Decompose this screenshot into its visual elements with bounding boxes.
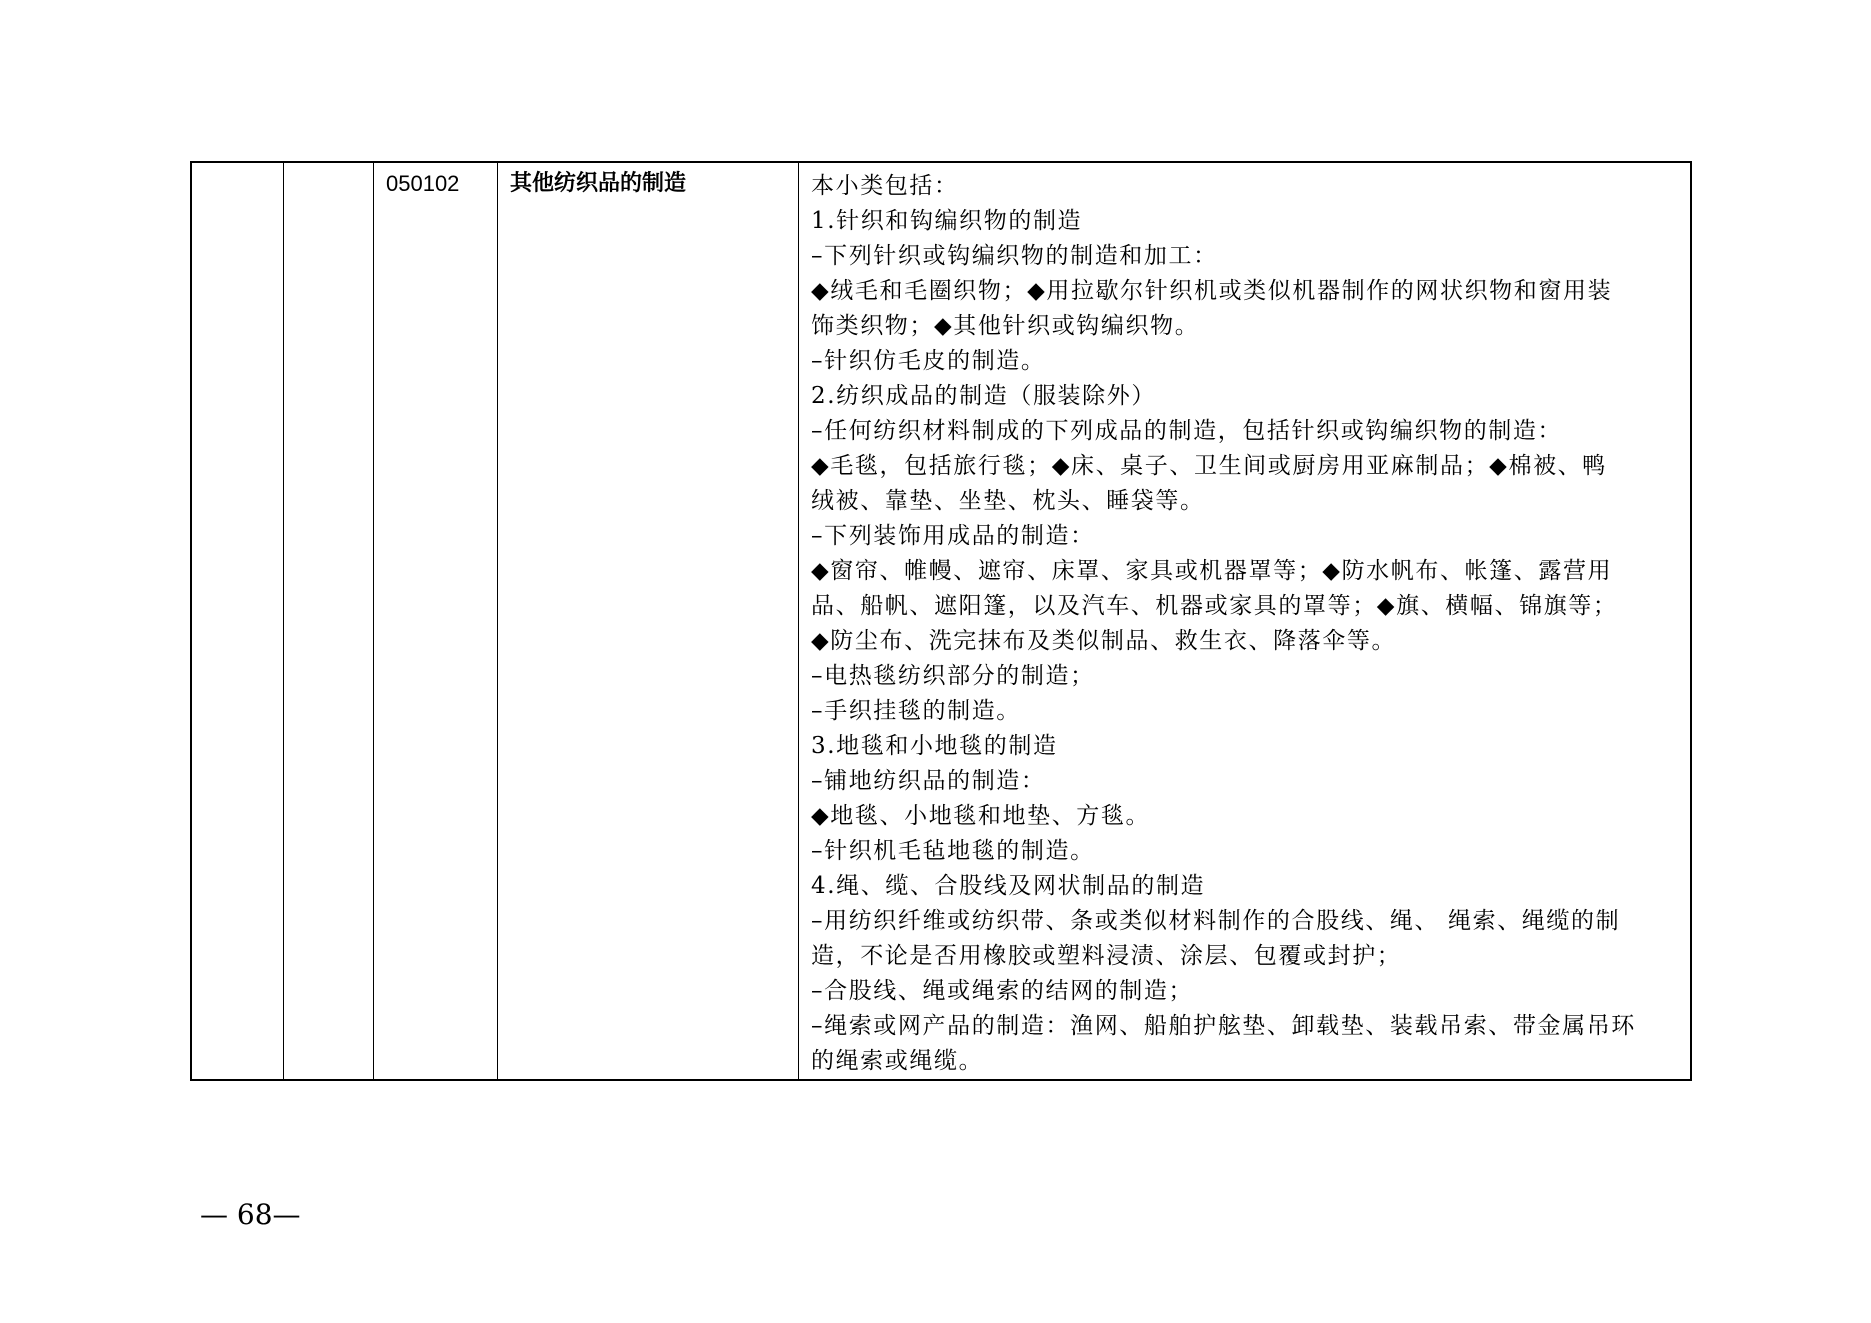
description-line: 饰类织物；◆其他针织或钩编织物。 bbox=[811, 313, 1200, 339]
description-line: –下列装饰用成品的制造： bbox=[811, 523, 1095, 549]
description-line: 2.纺织成品的制造（服装除外） bbox=[811, 383, 1156, 409]
description-line: 品、船帆、遮阳篷，以及汽车、机器或家具的罩等；◆旗、横幅、锦旗等； bbox=[811, 593, 1618, 619]
description-line: ◆防尘布、洗完抹布及类似制品、救生衣、降落伞等。 bbox=[811, 628, 1397, 654]
category-code: 050102 bbox=[374, 162, 498, 1080]
description-line: 3.地毯和小地毯的制造 bbox=[811, 733, 1058, 759]
description-line: –绳索或网产品的制造：渔网、船舶护舷垫、卸载垫、装载吊索、带金属吊环 bbox=[811, 1013, 1636, 1039]
category-name: 其他纺织品的制造 bbox=[498, 162, 799, 1080]
table-row bbox=[191, 162, 1691, 1080]
description-line: –用纺织纤维或纺织带、条或类似材料制作的合股线、绳、 绳索、绳缆的制 bbox=[811, 908, 1621, 934]
classification-table bbox=[190, 161, 1692, 1081]
description-line: 本小类包括： bbox=[811, 173, 959, 199]
description-line: –下列针织或钩编织物的制造和加工： bbox=[811, 243, 1218, 269]
description-line: 造，不论是否用橡胶或塑料浸渍、涂层、包覆或封护； bbox=[811, 943, 1402, 969]
description-line: ◆窗帘、帷幔、遮帘、床罩、家具或机器罩等；◆防水帆布、帐篷、露营用 bbox=[811, 558, 1613, 584]
description-line: –手织挂毯的制造。 bbox=[811, 698, 1021, 724]
description-line: 4.绳、缆、合股线及网状制品的制造 bbox=[811, 873, 1206, 899]
description-line: –针织机毛毡地毯的制造。 bbox=[811, 838, 1095, 864]
description-line: 绒被、靠垫、坐垫、枕头、睡袋等。 bbox=[811, 488, 1205, 514]
empty-cell-section bbox=[191, 162, 284, 1080]
description-line: ◆绒毛和毛圈织物；◆用拉歇尔针织机或类似机器制作的网状织物和窗用装 bbox=[811, 278, 1613, 304]
empty-cell-division bbox=[284, 162, 374, 1080]
description-line: ◆毛毯，包括旅行毯；◆床、桌子、卫生间或厨房用亚麻制品；◆棉被、鸭 bbox=[811, 453, 1607, 479]
description-line: ◆地毯、小地毯和地垫、方毯。 bbox=[811, 803, 1151, 829]
description-line: 1.针织和钩编织物的制造 bbox=[811, 208, 1083, 234]
description-line: –合股线、绳或绳索的结网的制造； bbox=[811, 978, 1194, 1004]
description-line: –铺地纺织品的制造： bbox=[811, 768, 1046, 794]
page-number: — 68— bbox=[200, 1198, 301, 1231]
category-description bbox=[799, 162, 1692, 1080]
description-line: –电热毯纺织部分的制造； bbox=[811, 663, 1095, 689]
description-line: 的绳索或绳缆。 bbox=[811, 1048, 984, 1074]
description-line: –针织仿毛皮的制造。 bbox=[811, 348, 1046, 374]
description-line: –任何纺织材料制成的下列成品的制造，包括针织或钩编织物的制造： bbox=[811, 418, 1563, 444]
